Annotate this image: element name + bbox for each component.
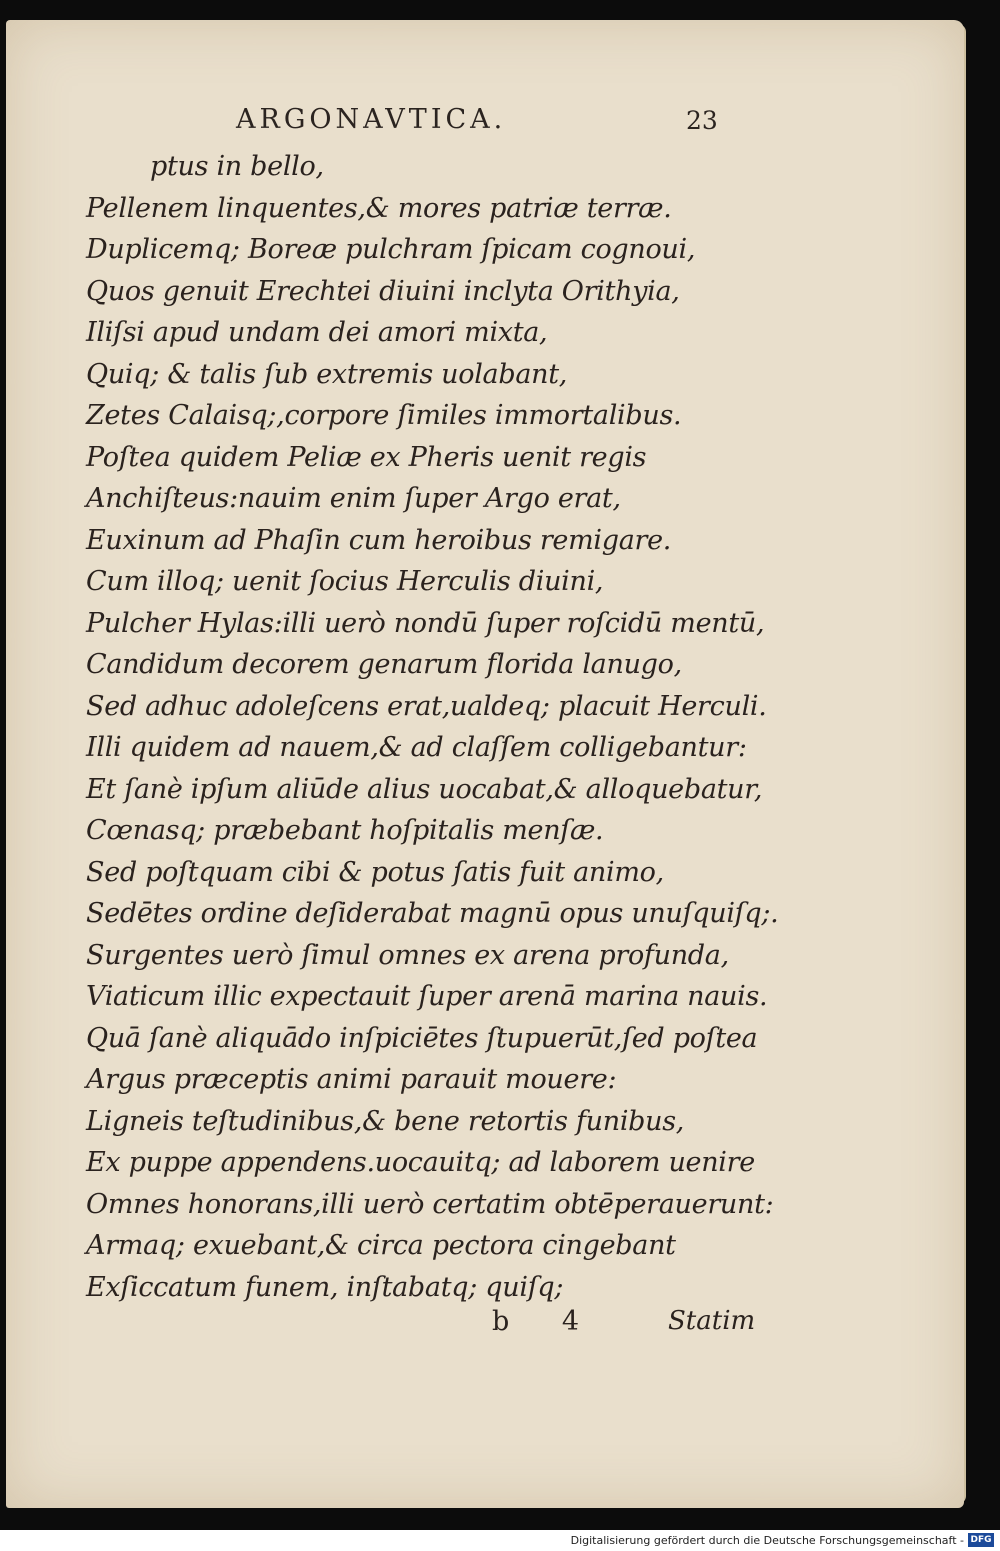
- verse-line: Sedētes ordine deſiderabat magnū opus unuſquiſq;.: [86, 898, 779, 929]
- verse-line: Et ſanè ipſum aliūde alius uocabat,& alloquebatur,: [86, 773, 763, 805]
- verse-line: Cum illoq; uenit ſocius Herculis diuini,: [86, 566, 604, 597]
- verse-block: [86, 146, 936, 1308]
- verse-line: Viaticum illic expectauit ſuper arenā marina nauis.: [86, 981, 768, 1012]
- verse-line: Zetes Calaisq;,corpore ſimiles immortalibus.: [86, 400, 682, 431]
- verse-line: Ligneis teſtudinibus,& bene retortis funibus,: [86, 1105, 685, 1137]
- verse-line: Pulcher Hylas:illi uerò nondū ſuper roſcidū mentū,: [86, 607, 765, 639]
- catchword: Statim: [668, 1306, 756, 1336]
- verse-line: Illi quidem ad nauem,& ad claſſem colligebantur:: [86, 732, 747, 763]
- verse-line: Argus præceptis animi parauit mouere:: [86, 1064, 617, 1095]
- verse-line: Iliſsi apud undam dei amori mixta,: [86, 317, 548, 348]
- verse-line: Pellenem linquentes,& mores patriæ terræ.: [86, 192, 672, 224]
- credit-bar: [0, 1530, 1000, 1551]
- verse-line: Duplicemq; Boreæ pulchram ſpicam cognoui,: [86, 234, 696, 265]
- verse-line: Poſtea quidem Peliæ ex Pheris uenit regis: [86, 441, 647, 473]
- running-title: ARGONAVTICA.: [236, 104, 507, 135]
- signature-mark: b 4: [492, 1306, 602, 1337]
- page-number: 23: [686, 106, 718, 135]
- verse-line: Euxinum ad Phaſin cum heroibus remigare.: [86, 524, 672, 556]
- verse-line: Cœnasq; præbebant hoſpitalis menſæ.: [86, 815, 604, 846]
- verse-line: Exſiccatum funem, inſtabatq; quiſq;: [86, 1271, 564, 1303]
- verse-line: Anchiſteus:nauim enim ſuper Argo erat,: [86, 483, 621, 514]
- verse-line: Quā ſanè aliquādo inſpiciētes ſtupuerūt,ſed poſtea: [86, 1022, 758, 1054]
- dfg-logo-icon: DFG: [968, 1533, 994, 1547]
- verse-line: ptus in bello,: [150, 151, 324, 182]
- funding-credit: Digitalisierung gefördert durch die Deutsche Forschungsgemeinschaft -: [570, 1534, 964, 1547]
- verse-line: Ex puppe appendens.uocauitq; ad laborem uenire: [86, 1147, 755, 1178]
- verse-line: Surgentes uerò ſimul omnes ex arena profunda,: [86, 939, 729, 971]
- verse-line: Armaq; exuebant,& circa pectora cingebant: [86, 1230, 676, 1261]
- verse-line: Sed poſtquam cibi & potus ſatis fuit animo,: [86, 856, 664, 888]
- verse-line: Quos genuit Erechtei diuini inclyta Orithyia,: [86, 275, 680, 307]
- verse-line: Quiq; & talis ſub extremis uolabant,: [86, 358, 568, 390]
- verse-line: Sed adhuc adoleſcens erat,ualdeq; placuit Herculi.: [86, 690, 767, 722]
- verse-line: Omnes honorans,illi uerò certatim obtēperauerunt:: [86, 1188, 774, 1220]
- verse-line: Candidum decorem genarum florida lanugo,: [86, 649, 682, 680]
